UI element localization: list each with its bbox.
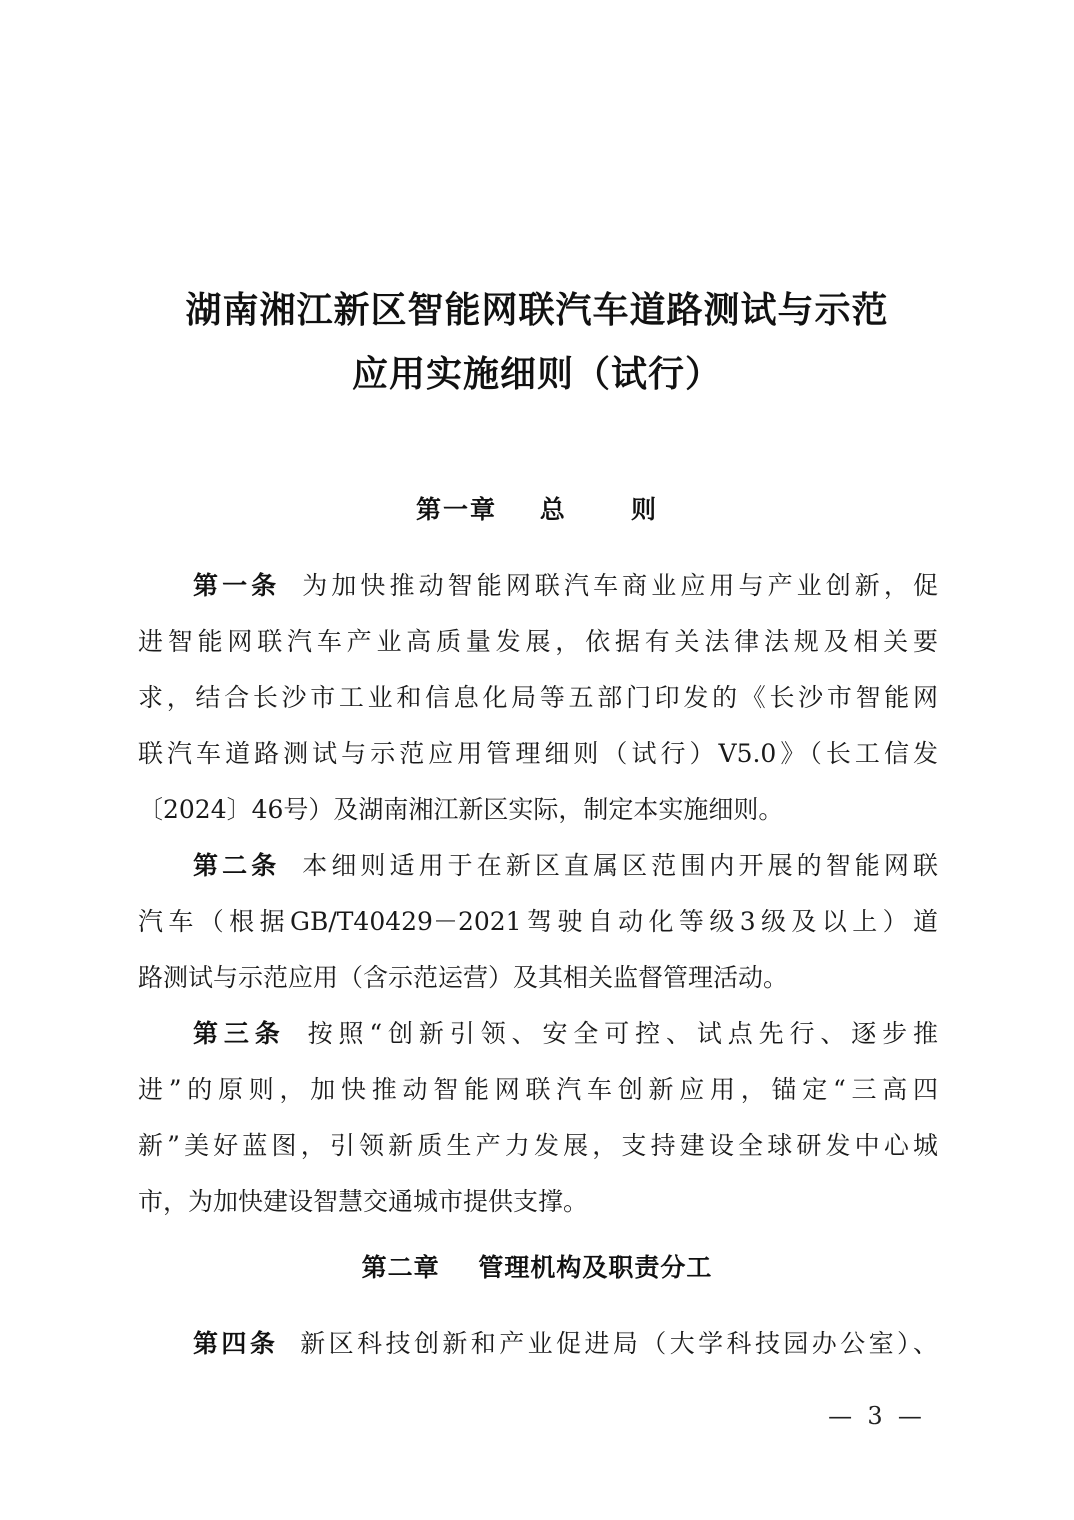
article-1-label: 第一条 [193, 571, 281, 600]
article-3-line-2: 进”的原则，加快推动智能网联汽车创新应用，锚定“三高四 [138, 1075, 938, 1104]
document-title-line-2: 应用实施细则（试行） [351, 354, 722, 395]
article-1-text: 为加快推动智能网联汽车商业应用与产业创新，促 [302, 571, 938, 600]
article-4-label: 第四条 [193, 1329, 279, 1358]
article-3-line-1 [193, 1014, 938, 1054]
chapter-heading-2: 第二章 管理机构及职责分工 [361, 1253, 713, 1282]
article-2-line-1 [193, 846, 938, 886]
article-1-line-2: 进智能网联汽车产业高质量发展，依据有关法律法规及相关要 [138, 627, 938, 656]
article-1-line-1 [193, 566, 938, 606]
article-1-line-4: 联汽车道路测试与示范应用管理细则（试行）V5.0》（长工信发 [138, 739, 938, 768]
article-1-line-5: 〔2024〕46号）及湖南湘江新区实际，制定本实施细则。 [138, 795, 784, 824]
page-number: — 3 — [828, 1402, 922, 1430]
article-2-label: 第二条 [193, 851, 281, 880]
chapter-heading-1: 第一章 总 则 [415, 495, 659, 524]
article-2-text: 本细则适用于在新区直属区范围内开展的智能网联 [302, 851, 938, 880]
article-3-line-3: 新”美好蓝图，引领新质生产力发展，支持建设全球研发中心城 [138, 1131, 938, 1160]
article-1-line-3: 求，结合长沙市工业和信息化局等五部门印发的《长沙市智能网 [138, 683, 938, 712]
article-3-line-4: 市，为加快建设智慧交通城市提供支撑。 [138, 1187, 589, 1216]
article-3-label: 第三条 [193, 1019, 286, 1048]
article-3-text: 按照“创新引领、安全可控、试点先行、逐步推 [307, 1019, 938, 1048]
article-2-line-2: 汽车（根据GB/T40429－2021驾驶自动化等级3级及以上）道 [138, 907, 938, 936]
document-title-line-1: 湖南湘江新区智能网联汽车道路测试与示范 [185, 290, 889, 331]
article-4-text: 新区科技创新和产业促进局（大学科技园办公室）、 [300, 1329, 938, 1358]
article-4-line-1 [193, 1324, 938, 1364]
article-2-line-3: 路测试与示范应用（含示范运营）及其相关监督管理活动。 [138, 963, 789, 992]
